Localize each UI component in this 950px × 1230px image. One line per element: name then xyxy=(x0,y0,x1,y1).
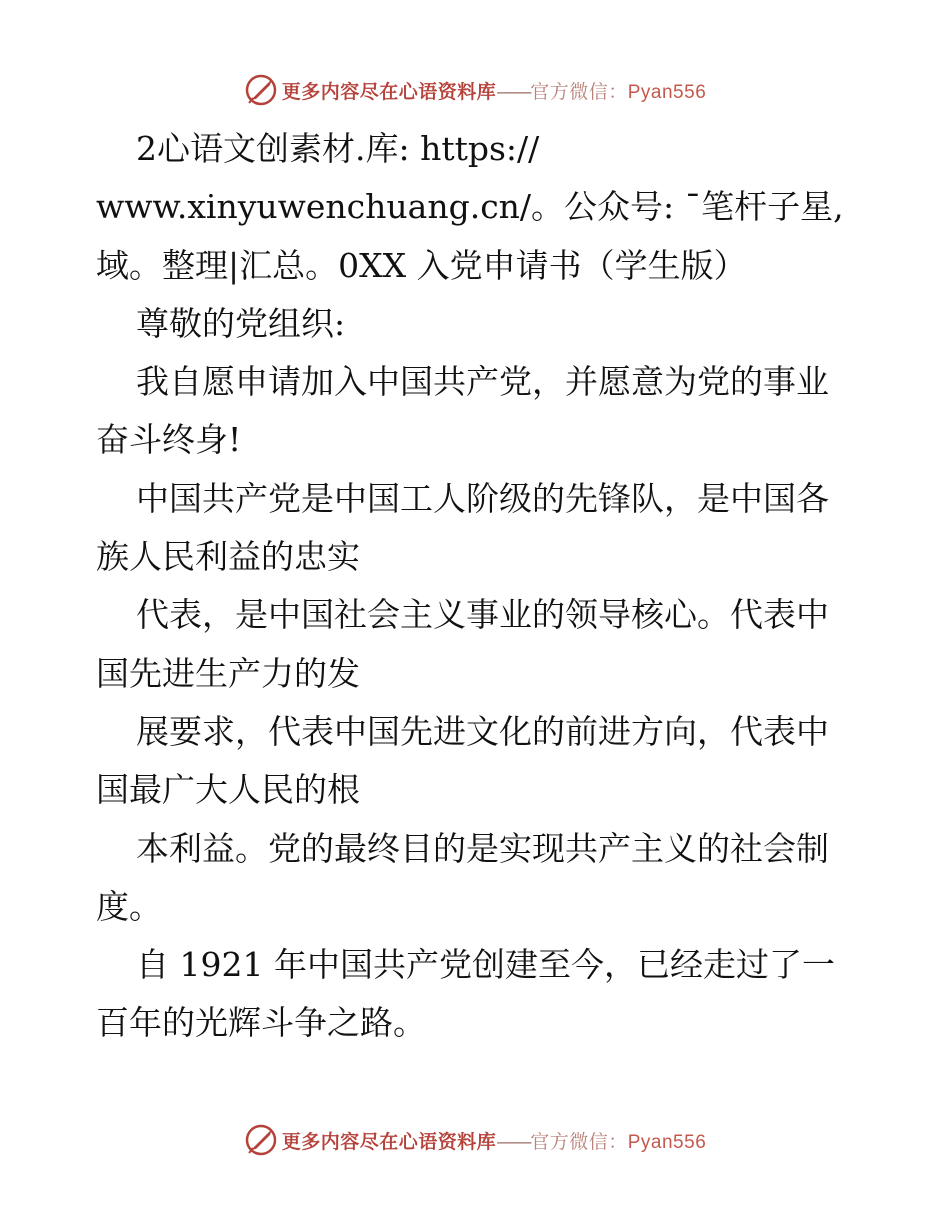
text-line: 代表，是中国社会主义事业的领导核心。代表中 xyxy=(136,595,829,635)
document-body xyxy=(96,120,856,1053)
text-line: 国先进生产力的发 xyxy=(96,653,360,693)
text-line: 奋斗终身! xyxy=(96,420,242,460)
text-line: 我自愿申请加入中国共产党，并愿意为党的事业 xyxy=(136,362,829,402)
quill-logo-icon xyxy=(244,1123,278,1157)
text-line: 尊敬的党组织: xyxy=(136,303,346,343)
banner-text: 更多内容尽在心语资料库——官方微信：Pyan556 xyxy=(281,80,707,103)
text-line: 族人民利益的忠实 xyxy=(96,537,360,577)
text-line: 本利益。党的最终目的是实现共产主义的社会制 xyxy=(136,828,829,868)
banner-text: 更多内容尽在心语资料库——官方微信：Pyan556 xyxy=(281,1130,707,1153)
text-line: 2心语文创素材.库: https:// xyxy=(136,129,540,168)
text-line: www.xinyuwenchuang.cn/。公众号: ¯笔杆子星, xyxy=(96,187,844,227)
header-banner xyxy=(0,70,950,110)
text-line: 度。 xyxy=(96,886,162,926)
text-line: 百年的光辉斗争之路。 xyxy=(96,1003,426,1043)
footer-banner xyxy=(0,1120,950,1160)
text-line: 自 1921 年中国共产党创建至今，已经走过了一 xyxy=(136,945,835,985)
text-line: 域。整理|汇总。0XX 入党申请书（学生版） xyxy=(96,245,747,285)
quill-logo-icon xyxy=(244,73,278,107)
text-line: 展要求，代表中国先进文化的前进方向，代表中 xyxy=(136,711,829,751)
text-line: 国最广大人民的根 xyxy=(96,770,360,810)
text-line: 中国共产党是中国工人阶级的先锋队，是中国各 xyxy=(136,478,829,518)
